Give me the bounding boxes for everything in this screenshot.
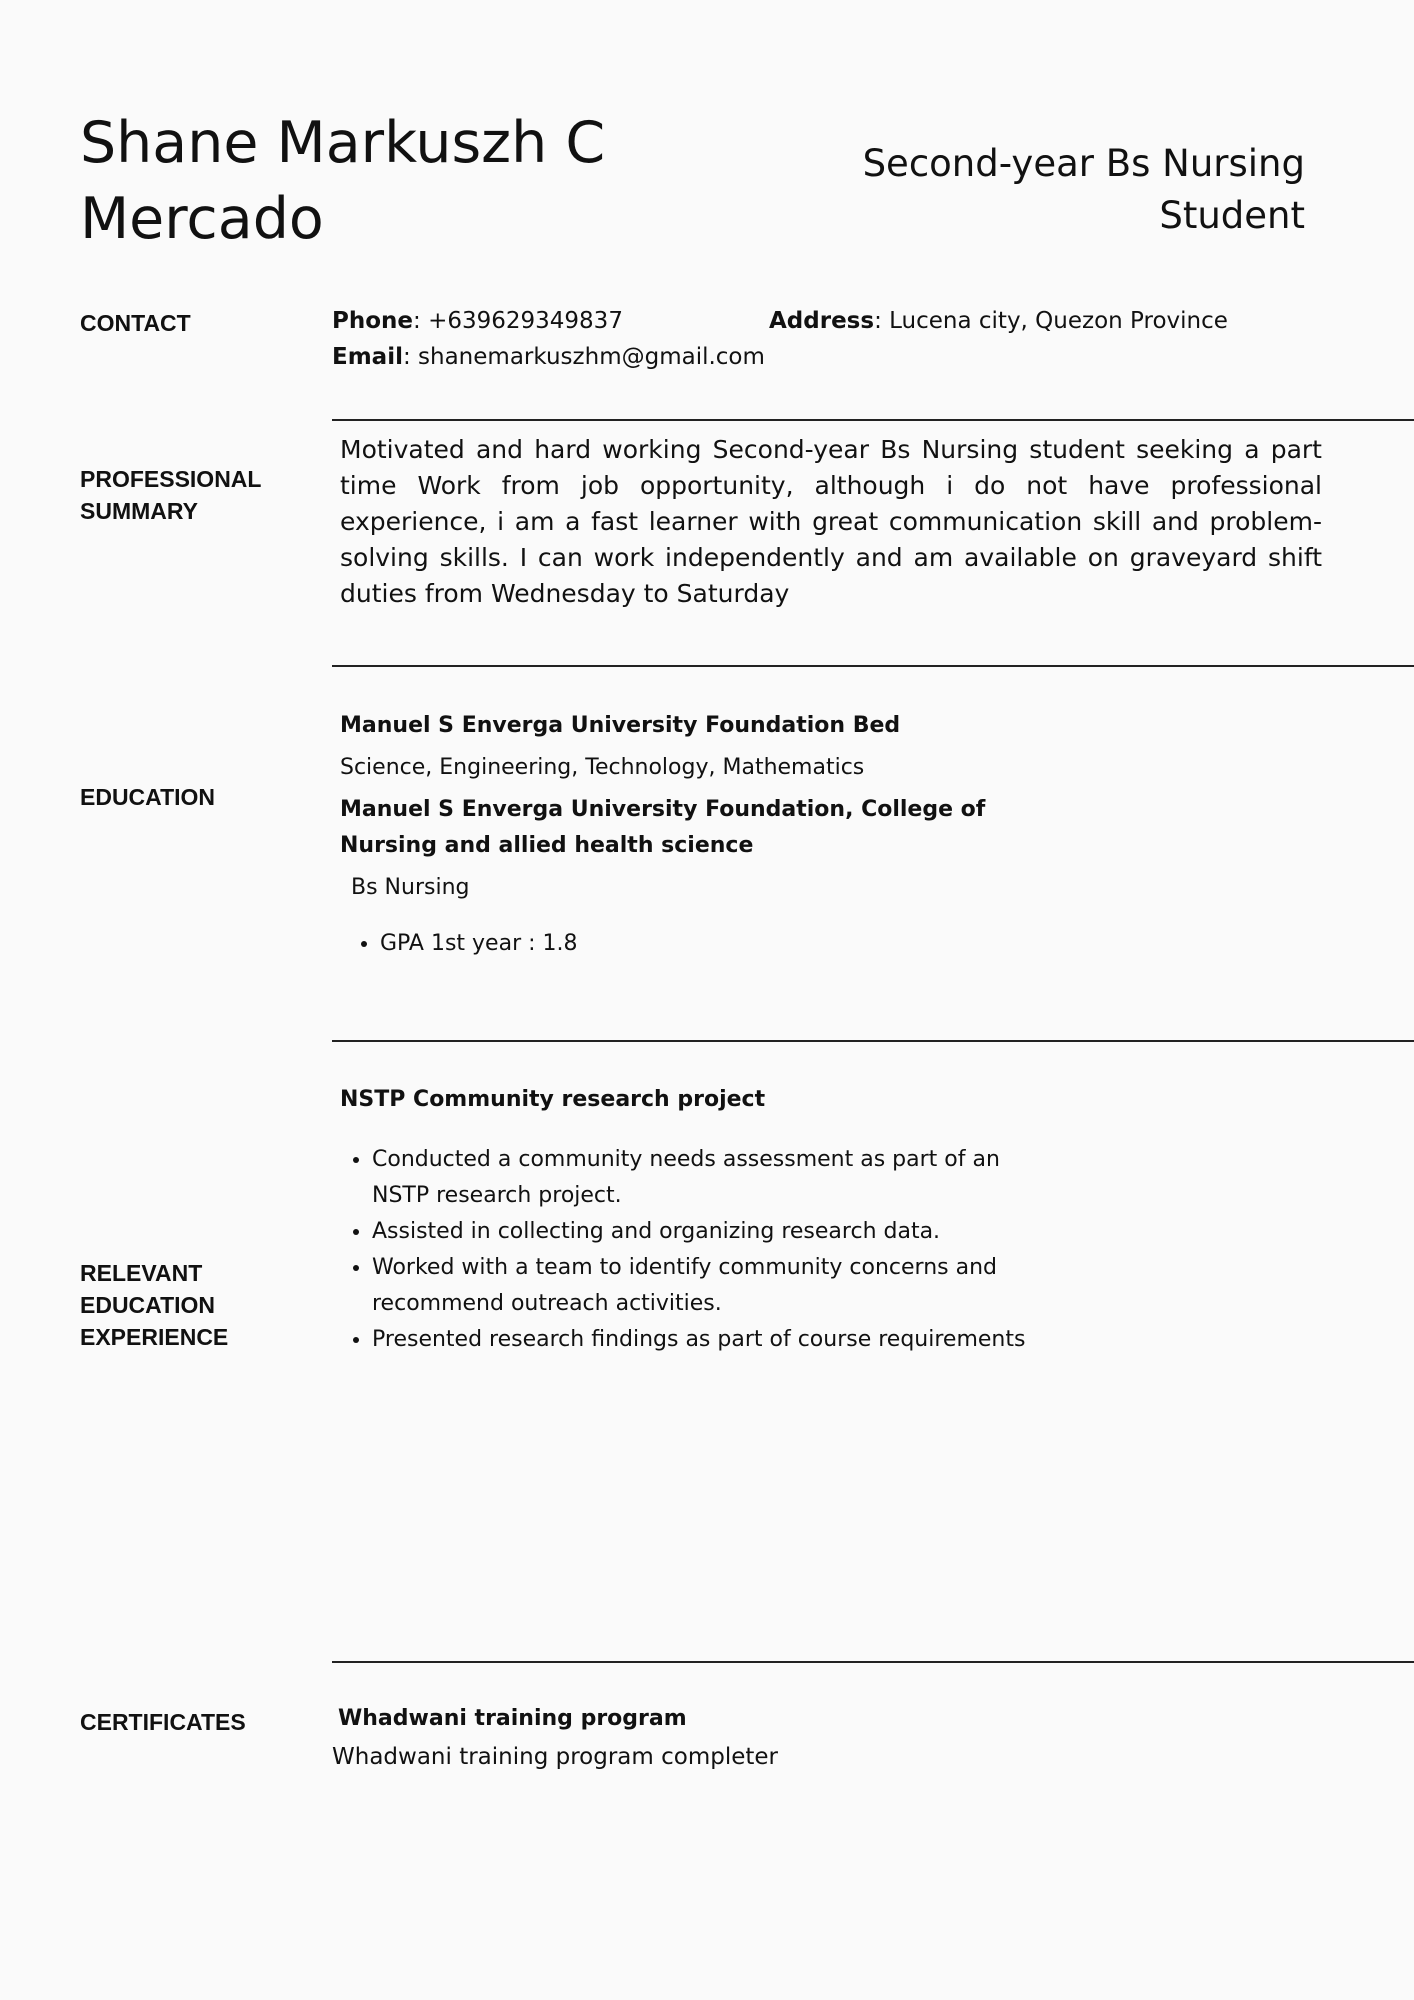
address-line: Address: Lucena city, Quezon Province — [769, 308, 1228, 334]
education-program: Bs Nursing — [351, 875, 470, 900]
experience-title: NSTP Community research project — [340, 1087, 766, 1112]
email-value: shanemarkuszhm@gmail.com — [418, 344, 765, 370]
divider — [332, 1040, 1414, 1042]
divider — [332, 1661, 1414, 1663]
certificate-title: Whadwani training program — [338, 1706, 687, 1731]
address-label: Address — [769, 308, 875, 334]
email-line: Email: shanemarkuszhm@gmail.com — [332, 344, 765, 370]
list-item: • GPA 1st year : 1.8 — [380, 926, 1060, 962]
experience-section-label: RELEVANT EDUCATION EXPERIENCE — [80, 1260, 229, 1350]
candidate-role: Second-year Bs Nursing Student — [862, 142, 1305, 237]
address-value: Lucena city, Quezon Province — [889, 308, 1228, 334]
education-school: Manuel S Enverga University Foundation Bed — [340, 713, 901, 738]
email-label: Email — [332, 344, 403, 370]
education-section-label: EDUCATION — [80, 784, 216, 810]
education-list — [340, 708, 1060, 962]
list-item: • Worked with a team to identify community concerns and recommend outreach activities. — [372, 1250, 1060, 1322]
summary-section-label: PROFESSIONAL SUMMARY — [80, 466, 262, 524]
certificate-description: Whadwani training program completer — [332, 1744, 778, 1770]
list-item: • Assisted in collecting and organizing research data. — [372, 1214, 1060, 1250]
phone-label: Phone — [332, 308, 414, 334]
education-bullets — [340, 926, 1060, 962]
experience-bullets — [340, 1142, 1060, 1358]
education-school: Manuel S Enverga University Foundation, College of Nursing and allied health science — [340, 797, 986, 858]
candidate-name: Shane Markuszh C Mercado — [80, 110, 606, 252]
contact-section-label: CONTACT — [80, 310, 191, 336]
list-item: • Conducted a community needs assessment as part of an NSTP research project. — [372, 1142, 1060, 1214]
divider — [332, 419, 1414, 421]
summary-text: Motivated and hard working Second-year Bs Nursing student seeking a part time Work from job opportunity, although i do not have professional experience, i am a fast learner with great communication skill and problem-solving skills. I can work independently and am available on graveyard shift duties from Wednesday to Saturday — [340, 435, 1322, 608]
experience-block — [340, 1082, 1060, 1358]
phone-value: +639629349837 — [428, 308, 623, 334]
divider — [332, 665, 1414, 667]
education-program: Science, Engineering, Technology, Mathematics — [340, 755, 865, 780]
certificates-section-label: CERTIFICATES — [80, 1709, 246, 1735]
list-item: • Presented research findings as part of course requirements — [372, 1322, 1060, 1358]
phone-line: Phone: +639629349837 — [332, 308, 623, 334]
